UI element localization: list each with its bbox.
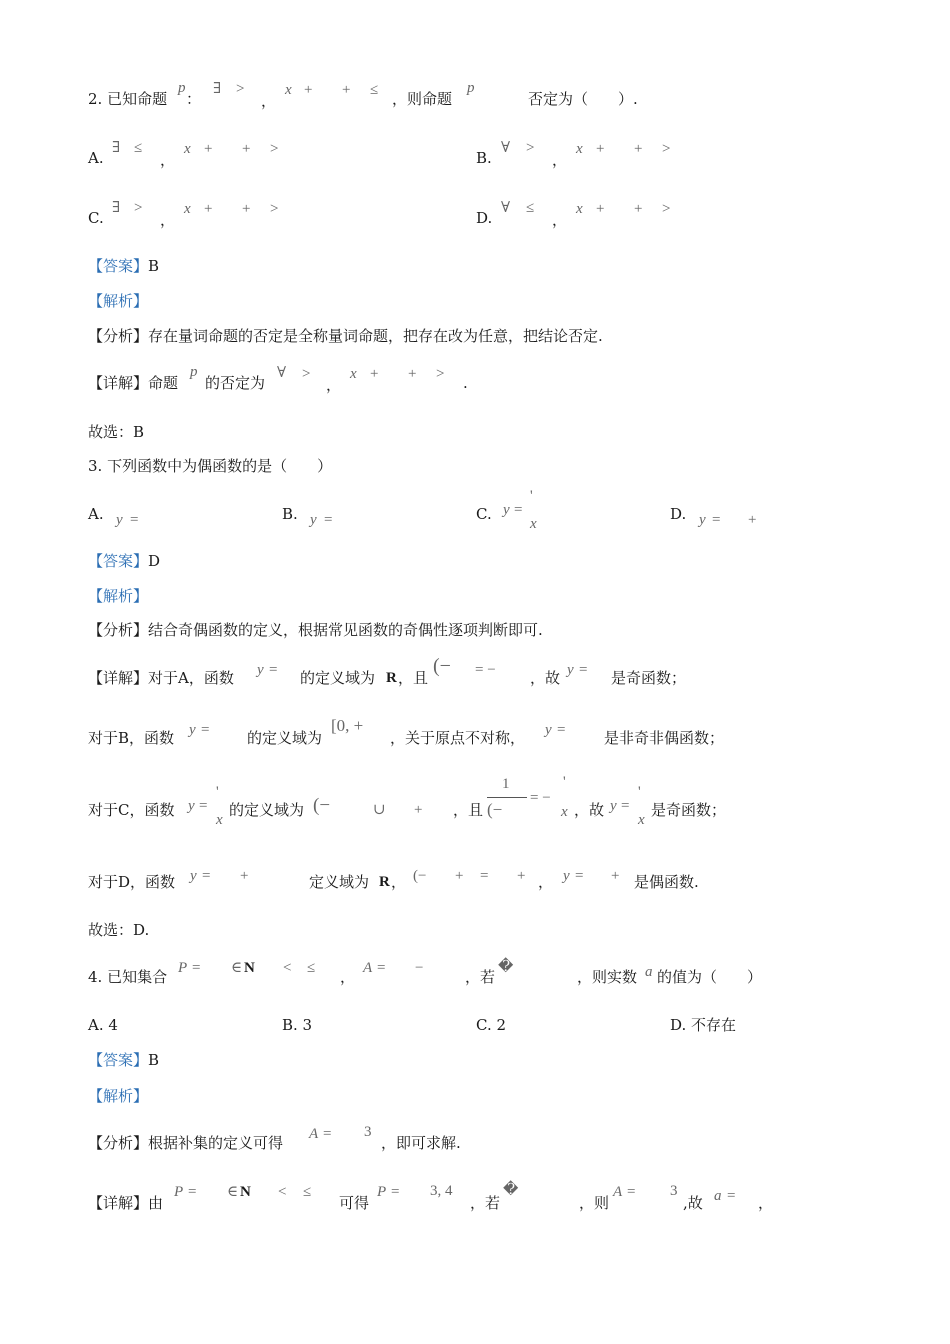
q3-ld-paren: (−	[413, 868, 427, 884]
q2-option-a-comma: ，	[160, 151, 176, 169]
q3-ld-plus3: +	[517, 868, 526, 884]
q2-stem	[88, 89, 167, 109]
q2-xj-forall: ∀	[277, 365, 287, 381]
q2-p-symbol-2: p	[467, 80, 475, 96]
q4-xj-eq2: =	[391, 1184, 400, 1200]
q2-xj-x: x	[350, 366, 357, 382]
q2-xj-text-b: 的否定为	[205, 374, 266, 392]
q3-lb-text: 对于B，函数	[88, 729, 175, 747]
q2-option-c-gt: >	[134, 200, 143, 216]
q3-ld-eq: =	[202, 868, 211, 884]
q2-p-symbol: p	[178, 80, 186, 96]
q2-option-d-label: D.	[476, 209, 493, 227]
q3-option-c-num: '	[530, 488, 533, 504]
answer-value: B	[148, 1051, 160, 1069]
q3-lc-den3: x	[638, 812, 645, 828]
q3-option-a-y: y	[116, 512, 123, 528]
q2-option-c-comma: ，	[160, 211, 176, 229]
q4-xj-le: ≤	[303, 1184, 312, 1200]
q2-option-b-forall: ∀	[501, 140, 511, 156]
q4-xj-eq3: =	[627, 1184, 636, 1200]
q3-option-d-plus: +	[748, 512, 757, 528]
q3-la-eq2: =	[579, 662, 588, 678]
q3-ld-y2: y	[563, 868, 570, 884]
q4-eq: =	[192, 960, 201, 976]
q4-P: P	[178, 960, 188, 976]
q2-exists: ∃	[213, 81, 222, 97]
q3-option-b-label: B.	[282, 505, 298, 523]
q3-option-a-eq: =	[130, 512, 139, 528]
q2-option-a-exists: ∃	[112, 140, 121, 156]
q2-xj-comma: ，	[326, 376, 342, 394]
q3-lc-so: ，故	[574, 801, 605, 819]
q3-lb-asym: ，关于原点不对称，	[390, 729, 526, 747]
q3-lc-text: 对于C，函数	[88, 801, 175, 819]
q3-lc-y2: y	[610, 798, 617, 814]
q4-analysis-tag: 【解析】	[88, 1087, 149, 1105]
q3-lb-y2: y	[545, 722, 552, 738]
q3-la-paren: (−	[433, 655, 451, 677]
q3-lb-interval: [0, +	[331, 716, 364, 735]
q4-fx-tail: ，即可求解.	[381, 1134, 461, 1152]
q3-xj-line-a	[88, 668, 234, 688]
q3-option-b-eq: =	[324, 512, 333, 528]
q3-lc-den-paren: (−	[487, 800, 503, 819]
q4-stem: 4. 已知集合	[88, 968, 168, 986]
q3-ld-plus: +	[240, 868, 249, 884]
q3-option-c-label: C.	[476, 505, 492, 523]
xj-text-a: 由	[148, 1194, 164, 1212]
q3-answer	[88, 551, 160, 571]
q2-neg-text: 否定为（ ）.	[528, 90, 638, 108]
q3-ld-comma: ，	[391, 873, 407, 891]
q3-la-domain: 的定义域为	[300, 669, 376, 687]
q2-option-c-gt2: >	[270, 201, 279, 217]
q2-choose: 故选：B	[88, 423, 145, 441]
q2-option-d-plus1: +	[596, 201, 605, 217]
q3-ld-even: 是偶函数.	[634, 873, 699, 891]
q4-A: A	[363, 960, 373, 976]
q4-fenxi	[88, 1133, 283, 1153]
q4-xj-eq: =	[188, 1184, 197, 1200]
q3-ld-eq3: =	[575, 868, 584, 884]
q2-stem-text: 已知命题	[107, 90, 168, 108]
q3-option-c-den: x	[530, 516, 537, 532]
q2-option-c-plus1: +	[204, 201, 213, 217]
q4-xj-end: ，	[758, 1194, 774, 1212]
q3-lc-one: 1	[502, 776, 510, 792]
q3-lc-and: ，且	[453, 801, 484, 819]
q3-lc-num: '	[216, 784, 219, 800]
q4-xj-ze: ，则	[579, 1194, 610, 1212]
q3-lc-den2: x	[561, 804, 568, 820]
q4-N: N	[244, 960, 255, 976]
q3-lc-domain: 的定义域为	[229, 801, 305, 819]
q3-lb-eq: =	[201, 722, 210, 738]
fenxi-tag: 【分析】	[88, 1134, 149, 1152]
q3-lb-eq2: =	[557, 722, 566, 738]
q4-fx-three: 3	[364, 1124, 372, 1140]
q2-x: x	[285, 82, 292, 98]
q3-lc-num3: '	[638, 784, 641, 800]
q3-ld-plus2: +	[455, 868, 464, 884]
q2-option-b-plus2: +	[634, 141, 643, 157]
q3-option-b-y: y	[310, 512, 317, 528]
xiangjie-tag: 【详解】	[88, 669, 149, 687]
q3-analysis-tag: 【解析】	[88, 587, 149, 605]
q2-colon: ：	[186, 90, 202, 108]
answer-tag: 【答案】	[88, 552, 149, 570]
q3-la-y: y	[257, 662, 264, 678]
q2-option-a-x: x	[184, 141, 191, 157]
q3-la-eq: =	[269, 662, 278, 678]
q2-option-b-label: B.	[476, 149, 492, 167]
q4-xj-eq4: =	[727, 1188, 736, 1204]
q2-xiangjie	[88, 373, 178, 393]
q2-option-c-x: x	[184, 201, 191, 217]
q3-lb-neither: 是非奇非偶函数；	[604, 729, 725, 747]
q3-fenxi	[88, 620, 543, 640]
q2-gt: >	[236, 81, 245, 97]
q2-option-d-comma: ，	[552, 211, 568, 229]
q4-xj-ruo: ，若	[470, 1194, 501, 1212]
q3-ld-comma2: ，	[538, 873, 554, 891]
q3-ld-R: R	[379, 874, 390, 890]
q2-option-b-gt2: >	[662, 141, 671, 157]
q2-comma: ，	[261, 92, 277, 110]
q4-a: a	[645, 964, 653, 980]
line-a-text: 对于A，函数	[148, 669, 234, 687]
q2-xj-p: p	[190, 364, 198, 380]
q4-xj-gu: ,故	[683, 1194, 703, 1212]
q2-option-a-le: ≤	[134, 140, 143, 156]
xiangjie-text-a: 命题	[148, 374, 179, 392]
q2-xj-gt2: >	[436, 366, 445, 382]
fenxi-text-a: 根据补集的定义可得	[148, 1134, 284, 1152]
q2-option-a-plus1: +	[204, 141, 213, 157]
q4-xiangjie	[88, 1193, 163, 1213]
q3-ld-domain: 定义域为	[309, 873, 370, 891]
q3-la-R: R	[386, 670, 397, 686]
q4-minus: −	[415, 960, 424, 976]
q2-xj-plus2: +	[408, 366, 417, 382]
q2-option-c-label: C.	[88, 209, 104, 227]
q2-option-b-comma: ，	[552, 151, 568, 169]
q3-lc-num2: '	[563, 774, 566, 790]
q4-le: ≤	[307, 960, 316, 976]
q4-xj-a: a	[714, 1188, 722, 1204]
q2-plus-1: +	[304, 82, 313, 98]
answer-value: B	[148, 257, 160, 275]
q4-fx-eq: =	[323, 1126, 332, 1142]
q3-option-d-eq: =	[712, 512, 721, 528]
q3-lc-open: (−	[313, 795, 331, 816]
q3-la-and: ，且	[398, 669, 429, 687]
q4-xj-unknown: �	[503, 1182, 519, 1198]
q3-option-c-y: y	[503, 502, 510, 518]
q4-xj-P: P	[174, 1184, 184, 1200]
q4-xj-keyi: 可得	[339, 1194, 370, 1212]
q2-then: ，则命题	[392, 90, 453, 108]
q2-option-b-plus1: +	[596, 141, 605, 157]
q3-option-d-y: y	[699, 512, 706, 528]
q4-then: ，则实数	[577, 968, 638, 986]
q4-tail: 的值为（ ）	[657, 968, 763, 986]
q2-option-d-le: ≤	[526, 200, 535, 216]
q4-option-c: C. 2	[476, 1016, 507, 1034]
q3-choose: 故选：D.	[88, 921, 150, 939]
q2-option-a-plus2: +	[242, 141, 251, 157]
q3-la-odd: 是奇函数；	[611, 669, 687, 687]
q2-le: ≤	[370, 82, 379, 98]
q3-lc-frac-bar	[487, 797, 527, 798]
q2-option-d-forall: ∀	[501, 200, 511, 216]
q3-lc-eq: =	[199, 798, 208, 814]
q2-option-b-gt: >	[526, 140, 535, 156]
q3-lc-eq2: =	[621, 798, 630, 814]
q3-lc-cup: ∪	[373, 802, 386, 818]
q3-ld-text: 对于D，函数	[88, 873, 176, 891]
q2-plus-2: +	[342, 82, 351, 98]
q3-ld-y: y	[190, 868, 197, 884]
q3-lb-domain: 的定义域为	[247, 729, 323, 747]
q2-option-d-gt: >	[662, 201, 671, 217]
q4-fx-A: A	[309, 1126, 319, 1142]
xiangjie-tag: 【详解】	[88, 1194, 149, 1212]
xiangjie-tag: 【详解】	[88, 374, 149, 392]
q4-lt: <	[283, 960, 292, 976]
q4-option-a: A. 4	[88, 1016, 118, 1034]
q2-option-a-gt: >	[270, 141, 279, 157]
q4-xj-P2: P	[377, 1184, 387, 1200]
q3-ld-plus4: +	[611, 868, 620, 884]
fenxi-tag: 【分析】	[88, 327, 149, 345]
q4-comma: ，	[340, 968, 356, 986]
q3-option-d-label: D.	[670, 505, 687, 523]
q2-answer	[88, 256, 159, 276]
q3-la-so: ，故	[530, 669, 561, 687]
q3-lc-den: x	[216, 812, 223, 828]
q2-option-d-plus2: +	[634, 201, 643, 217]
q3-lb-y: y	[189, 722, 196, 738]
q3-lc-plus: +	[414, 802, 423, 818]
answer-tag: 【答案】	[88, 1051, 149, 1069]
q3-la-y2: y	[567, 662, 574, 678]
q3-lc-eqminus: = −	[530, 790, 551, 806]
q4-xj-set34: 3, 4	[430, 1183, 453, 1199]
q2-option-c-plus2: +	[242, 201, 251, 217]
fenxi-text: 存在量词命题的否定是全称量词命题，把存在改为任意，把结论否定.	[148, 327, 603, 345]
q2-option-a-label: A.	[88, 149, 104, 167]
q2-option-b-x: x	[576, 141, 583, 157]
q4-xj-lt: <	[278, 1184, 287, 1200]
q3-lc-y: y	[188, 798, 195, 814]
q4-xj-three: 3	[670, 1183, 678, 1199]
q4-eq2: =	[377, 960, 386, 976]
q3-stem: 3. 下列函数中为偶函数的是（ ）	[88, 457, 333, 475]
q2-xj-plus1: +	[370, 366, 379, 382]
fenxi-tag: 【分析】	[88, 621, 149, 639]
q4-answer	[88, 1050, 159, 1070]
q2-xj-gt: >	[302, 366, 311, 382]
fenxi-text: 结合奇偶函数的定义，根据常见函数的奇偶性逐项判断即可.	[148, 621, 543, 639]
q4-option-b: B. 3	[282, 1016, 313, 1034]
q4-unknown-symbol: �	[498, 959, 514, 975]
q2-number: 2.	[88, 90, 103, 108]
answer-value: D	[148, 552, 161, 570]
q3-la-eqminus: = −	[475, 662, 496, 678]
q2-fenxi	[88, 326, 603, 346]
q2-analysis-tag: 【解析】	[88, 292, 149, 310]
q4-option-d: D. 不存在	[670, 1016, 737, 1034]
q2-xj-period: .	[463, 374, 468, 392]
q3-option-a-label: A.	[88, 505, 104, 523]
q4-ruo: ，若	[465, 968, 496, 986]
q3-lc-odd: 是奇函数；	[651, 801, 727, 819]
answer-tag: 【答案】	[88, 257, 149, 275]
q3-option-c-eq: =	[514, 502, 523, 518]
q4-xj-N: N	[240, 1184, 251, 1200]
q4-xj-A: A	[613, 1184, 623, 1200]
q2-option-d-x: x	[576, 201, 583, 217]
q4-xj-in: ∈	[227, 1184, 239, 1200]
q3-ld-eq2: =	[480, 868, 489, 884]
q2-option-c-exists: ∃	[112, 200, 121, 216]
q4-in: ∈	[231, 960, 243, 976]
